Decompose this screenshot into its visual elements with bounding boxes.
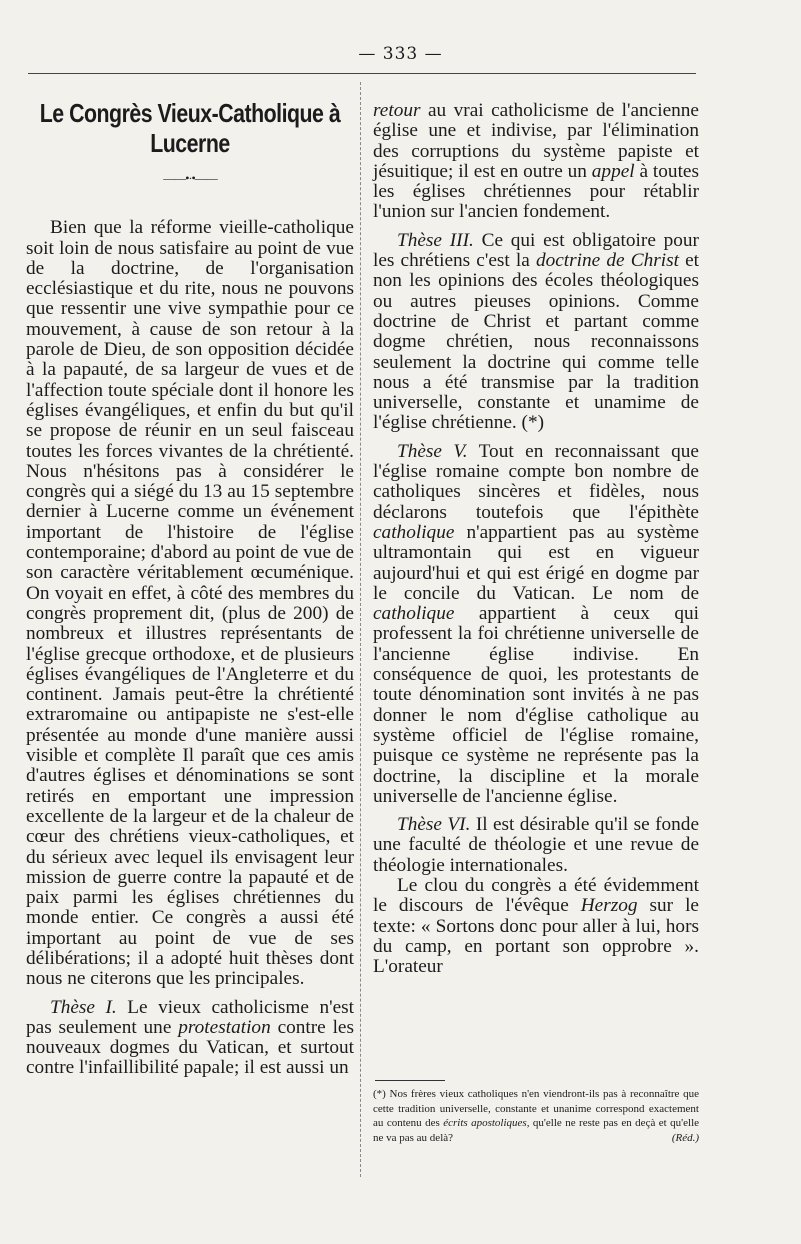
these-5-paragraph [373, 442, 699, 807]
these-1-paragraph [26, 998, 354, 1079]
these-3-label: Thèse III. [397, 229, 474, 251]
closing-paragraph [373, 876, 699, 977]
closing-text-b: sur le texte: « Sortons donc pour aller à lui, hors du camp, en portant son opprobre ». L'orateur [373, 895, 699, 978]
column-divider [360, 82, 362, 1177]
article-title: Le Congrès Vieux-Catholique à Lucerne [39, 98, 341, 158]
footnote-rule [375, 1080, 445, 1081]
these-1-em-retour: retour [373, 100, 421, 121]
these-6-text: Il est désirable qu'il se fonde une faculté de théologie et une revue de théologie internationales. [373, 814, 700, 876]
these-5-text-a: Tout en reconnaissant que l'église romaine compte bon nombre de catholiques sincères et fidèles, nous déclarons toutefois que l'épithète [373, 440, 699, 523]
these-1-text-d: à toutes les églises chrétiennes pour rétablir l'union sur l'ancien fondement. [373, 160, 699, 223]
these-5-em-catholique-2: catholique [373, 603, 455, 625]
footnote-text-b: qu'elle ne reste pas en deçà et qu'elle ne va pas au delà? [373, 1117, 700, 1144]
title-ornament: ——•·•—— [163, 171, 217, 185]
these-5-label: Thèse V. [397, 440, 468, 462]
these-6-label: Thèse VI. [397, 814, 471, 836]
closing-em-herzog: Herzog [580, 895, 638, 917]
these-3-paragraph [373, 231, 699, 434]
these-1-text-a: Le vieux catholicisme n'est pas seulement une [26, 996, 354, 1038]
these-1-continuation [373, 101, 699, 223]
footnote-text-a: (*) Nos frères vieux catholiques n'en viendront-ils pas à reconnaître que cette tradition universelle, constante et unanime correspond exactement au contenu des [373, 1088, 699, 1129]
header-rule [28, 73, 696, 74]
these-1-text-b: contre les nouveaux dogmes du Vatican, et surtout contre l'infaillibilité papale; il est aussi un [26, 1016, 354, 1079]
footnote-em: écrits apostoliques, [443, 1117, 530, 1129]
these-5-text-b: n'appartient pas au système ultramontain qui est en vigueur aujourd'hui et qui est érigé en dogme par le concile du Vatican. Le nom de [373, 521, 699, 604]
these-6-paragraph [373, 815, 699, 876]
these-5-text-c: appartient à ceux qui professent la foi chrétienne universelle de l'ancienne église indivise. En conséquence de quoi, les protestants de toute dénomination sont invités à ne pas donner le nom d'église catholique au système officiel de l'église romaine, puisque ce système ne représente pas la doctrine, la discipline et la morale universelle de l'ancienne église. [373, 603, 699, 807]
these-1-em-appel: appel [591, 160, 635, 182]
these-3-text-b: et non les opinions des écoles théologiques ou autres pieuses opinions. Comme doctrine de Christ et partant comme dogme chrétien, nous reconnaissons seulement la doctrine qui comme telle nous a été transmise par la tradition universelle, constante et unamime de l'église chrétienne. (*) [373, 250, 700, 434]
footnote-signature: (Réd.) [671, 1131, 699, 1144]
closing-text-a: Le clou du congrès a été évidemment le discours de l'évêque [373, 874, 699, 917]
these-1-text-c: au vrai catholicisme de l'ancienne église une et indivise, par l'élimination des corruptions du système papiste et jésuitique; il est en outre un [373, 100, 699, 182]
these-1-em-protestation: protestation [178, 1016, 271, 1038]
these-3-text-a: Ce qui est obligatoire pour les chrétiens c'est la [373, 229, 699, 272]
right-column [373, 101, 699, 977]
these-1-label: Thèse I. [50, 996, 117, 1018]
these-5-em-catholique-1: catholique [373, 521, 455, 543]
page-number: — 333 — [358, 44, 443, 64]
intro-paragraph: Bien que la réforme vieille-catholique soit loin de nous satisfaire au point de vue de la doctrine, de l'organisation ecclésiastique et du rite, nous ne pouvons que ressentir une vive sympathie pour ce mouvement, à cause de son retour à la parole de Dieu, de son opposition décidée à la papauté, de sa largeur de vues et de l'affection toute spéciale dont il honore les églises évangéliques, et enfin du but qu'il se propose de réunir en un seul faisceau toutes les forces vivantes de la chrétienté. Nous n'hésitons pas à considérer le congrès qui a siégé du 13 au 15 septembre dernier à Lucerne comme un événement important de l'histoire de l'église contemporaine; d'abord au point de vue de son caractère véritablement œcuménique. On voyait en effet, à côté des membres du congrès proprement dit, (plus de 200) de nombreux et illustres représentants de l'église grecque orthodoxe, et de plusieurs églises évangéliques de l'Angleterre et du continent. Jamais peut-être la chrétienté extraromaine ou antipapiste ne s'est-elle présentée au monde d'une manière aussi visible et complète Il paraît que ces amis d'autres églises et dénominations se sont retirés en emportant une impression excellente de la largeur et de la chaleur de cœur des chrétiens vieux-catholiques, et du sérieux avec lequel ils envisagent leur mission de guerre contre la papauté et de paix parmi les églises chrétiennes du monde entier. Ce congrès a aussi été important au point de vue de ses délibérations; il a adopté huit thèses dont nous ne citerons que les principales. [26, 217, 354, 990]
footnote [373, 1087, 699, 1145]
these-3-em-doctrine: doctrine de Christ [535, 250, 679, 272]
left-column [26, 92, 354, 1079]
